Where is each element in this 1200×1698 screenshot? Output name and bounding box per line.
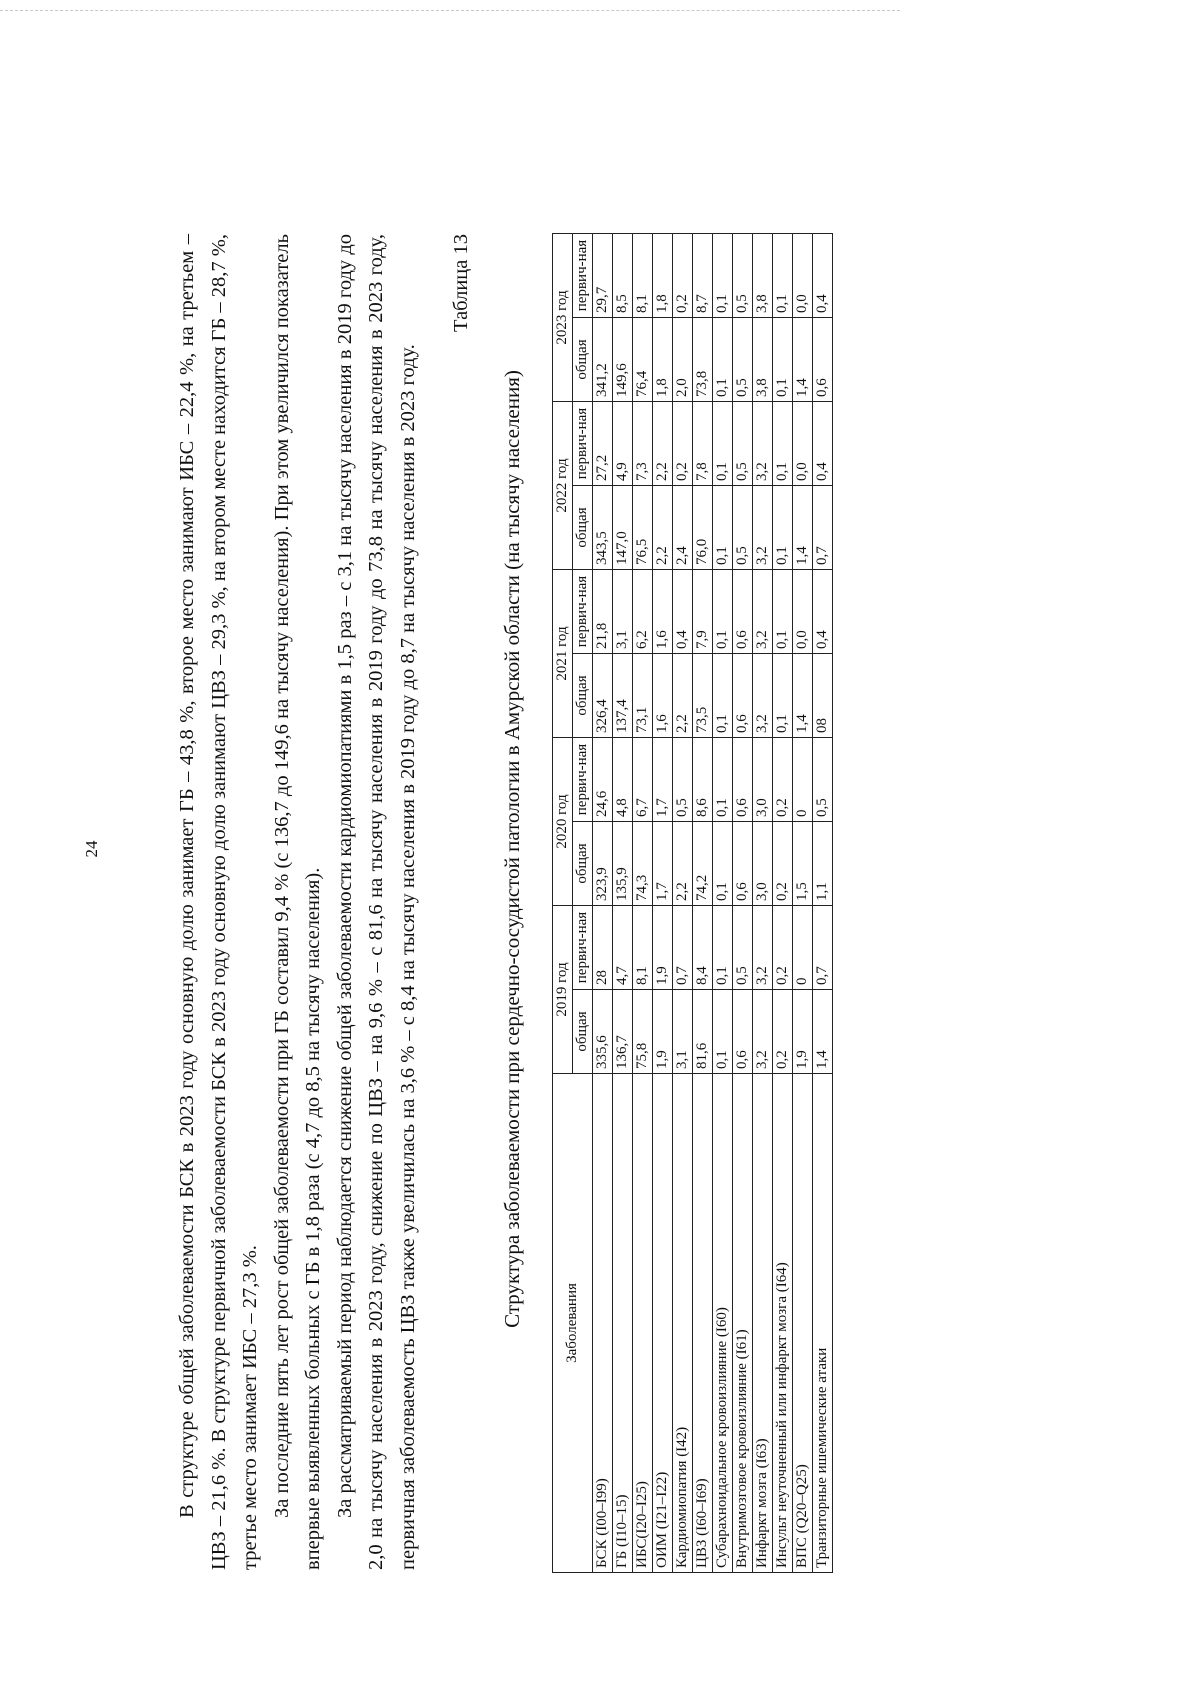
table-cell: 8,5	[613, 234, 633, 318]
table-cell: 1,6	[653, 570, 673, 654]
table-cell: 3,0	[753, 738, 773, 822]
body-text	[172, 234, 424, 1570]
table-cell: 8,1	[633, 234, 653, 318]
table-cell: 0,6	[733, 738, 753, 822]
header-total: общая	[573, 990, 593, 1074]
table-cell: 0,5	[733, 234, 753, 318]
table-cell: 0,1	[713, 822, 733, 906]
table-header-years	[553, 234, 573, 1573]
table-cell: 0	[793, 906, 813, 990]
header-year-2019: 2019 год	[553, 906, 573, 1074]
table-row	[673, 234, 693, 1573]
table-cell: 8,7	[693, 234, 713, 318]
table-cell: 0,1	[713, 318, 733, 402]
row-disease-name: ИБС(I20–I25)	[633, 1074, 653, 1573]
header-primary: первич-ная	[573, 570, 593, 654]
table-cell: 3,2	[753, 654, 773, 738]
table-cell: 323,9	[593, 822, 613, 906]
header-total: общая	[573, 486, 593, 570]
table-cell: 6,2	[633, 570, 653, 654]
table-cell: 0,5	[733, 402, 753, 486]
table-cell: 0,1	[773, 486, 793, 570]
table-cell: 2,0	[673, 318, 693, 402]
table-cell: 0,5	[673, 738, 693, 822]
table-cell: 0,1	[773, 570, 793, 654]
table-cell: 326,4	[593, 654, 613, 738]
table-cell: 0,2	[673, 234, 693, 318]
table-cell: 135,9	[613, 822, 633, 906]
table-cell: 0,1	[713, 654, 733, 738]
table-cell: 1,4	[813, 990, 833, 1074]
table-cell: 0,1	[773, 318, 793, 402]
table-cell: 0,0	[793, 402, 813, 486]
table-cell: 0,4	[813, 570, 833, 654]
table-cell: 3,2	[753, 402, 773, 486]
table-cell: 335,6	[593, 990, 613, 1074]
page-number: 24	[82, 840, 101, 858]
table-cell: 2,2	[653, 402, 673, 486]
table-cell: 0,2	[773, 738, 793, 822]
table-cell: 8,6	[693, 738, 713, 822]
table-cell: 7,3	[633, 402, 653, 486]
row-disease-name: Кардиомиопатия (I42)	[673, 1074, 693, 1573]
table-cell: 137,4	[613, 654, 633, 738]
header-year-2023: 2023 год	[553, 234, 573, 402]
table-cell: 4,9	[613, 402, 633, 486]
table-row	[753, 234, 773, 1573]
table-cell: 27,2	[593, 402, 613, 486]
header-primary: первич-ная	[573, 738, 593, 822]
table-cell: 0,1	[773, 234, 793, 318]
table-cell: 1,5	[793, 822, 813, 906]
table-cell: 0,4	[673, 570, 693, 654]
table-cell: 0,4	[813, 402, 833, 486]
table-cell: 29,7	[593, 234, 613, 318]
table-cell: 0,4	[813, 234, 833, 318]
table-cell: 0,2	[773, 906, 793, 990]
header-primary: первич-ная	[573, 402, 593, 486]
table-cell: 136,7	[613, 990, 633, 1074]
table-cell: 0,6	[733, 654, 753, 738]
table-cell: 0,1	[713, 570, 733, 654]
table-cell: 0,1	[713, 486, 733, 570]
row-disease-name: Внутримозговое кровоизлияние (I61)	[733, 1074, 753, 1573]
table-cell: 0,1	[713, 990, 733, 1074]
table-cell: 0	[793, 738, 813, 822]
morbidity-table	[552, 233, 833, 1573]
table-cell: 1,7	[653, 822, 673, 906]
table-cell: 1,9	[653, 990, 673, 1074]
table-cell: 0,7	[813, 906, 833, 990]
table-cell: 74,3	[633, 822, 653, 906]
table-row	[593, 234, 613, 1573]
table-cell: 74,2	[693, 822, 713, 906]
table-cell: 1,9	[793, 990, 813, 1074]
header-primary: первич-ная	[573, 234, 593, 318]
table-cell: 3,8	[753, 234, 773, 318]
table-cell: 3,2	[753, 906, 773, 990]
table-cell: 3,1	[613, 570, 633, 654]
header-year-2021: 2021 год	[553, 570, 573, 738]
table-cell: 21,8	[593, 570, 613, 654]
table-cell: 1,8	[653, 234, 673, 318]
table-cell: 3,1	[673, 990, 693, 1074]
table-cell: 0,0	[793, 234, 813, 318]
table-cell: 1,7	[653, 738, 673, 822]
table-cell: 0,0	[793, 570, 813, 654]
table-cell: 4,8	[613, 738, 633, 822]
table-cell: 08	[813, 654, 833, 738]
table-cell: 0,5	[733, 486, 753, 570]
header-total: общая	[573, 654, 593, 738]
row-disease-name: ГБ (I10–15)	[613, 1074, 633, 1573]
table-body	[593, 234, 833, 1573]
table-cell: 1,1	[813, 822, 833, 906]
table-cell: 0,1	[773, 402, 793, 486]
table-cell: 0,6	[733, 822, 753, 906]
table-cell: 0,2	[773, 990, 793, 1074]
paragraph-3: За рассматриваемый период наблюдается снижение общей заболеваемости кардиомиопатиями в 1,5 раз – с 3,1 на тысячу населения в 2019 году до 2,0 на тысячу населения в 2023 году, снижение по ЦВЗ – на 9,6 % – с 81,6 на тысячу населения в 2019 году до 73,8 на тысячу населения в 2023 году, первичная заболеваемость ЦВЗ также увеличилась на 3,6 % – с 8,4 на тысячу населения в 2019 году до 8,7 на тысячу населения в 2023 году.	[333, 234, 419, 1570]
table-cell: 7,8	[693, 402, 713, 486]
table-cell: 0,6	[733, 570, 753, 654]
table-cell: 149,6	[613, 318, 633, 402]
table-cell: 8,4	[693, 906, 713, 990]
table-cell: 2,2	[673, 822, 693, 906]
table-cell: 343,5	[593, 486, 613, 570]
table-cell: 0,6	[733, 990, 753, 1074]
row-disease-name: ОИМ (I21–I22)	[653, 1074, 673, 1573]
table-cell: 2,2	[673, 654, 693, 738]
table-row	[713, 234, 733, 1573]
table-cell: 24,6	[593, 738, 613, 822]
header-total: общая	[573, 822, 593, 906]
table-cell: 1,6	[653, 654, 673, 738]
table-cell: 0,5	[733, 906, 753, 990]
table-cell: 8,1	[633, 906, 653, 990]
table-cell: 76,4	[633, 318, 653, 402]
table-cell: 81,6	[693, 990, 713, 1074]
table-cell: 0,2	[673, 402, 693, 486]
table-cell: 1,4	[793, 486, 813, 570]
table-cell: 0,1	[773, 654, 793, 738]
row-disease-name: Транзиторные ишемические атаки	[813, 1074, 833, 1573]
header-year-2022: 2022 год	[553, 402, 573, 570]
table-cell: 75,8	[633, 990, 653, 1074]
table-cell: 1,4	[793, 654, 813, 738]
table-cell: 4,7	[613, 906, 633, 990]
table-cell: 6,7	[633, 738, 653, 822]
table-cell: 1,8	[653, 318, 673, 402]
table-row	[813, 234, 833, 1573]
table-cell: 341,2	[593, 318, 613, 402]
paragraph-2: За последние пять лет рост общей заболеваемости при ГБ составил 9,4 % (с 136,7 до 149,6 на тысячу населения). При этом увеличился показатель впервые выявленных больных с ГБ в 1,8 раза (с 4,7 до 8,5 на тысячу населения).	[270, 234, 324, 1570]
row-disease-name: БСК (I00–I99)	[593, 1074, 613, 1573]
table-cell: 3,8	[753, 318, 773, 402]
table-cell: 3,2	[753, 990, 773, 1074]
header-disease: Заболевания	[553, 1074, 593, 1573]
table-cell: 1,4	[793, 318, 813, 402]
table-cell: 73,8	[693, 318, 713, 402]
table-cell: 76,0	[693, 486, 713, 570]
table-cell: 0,1	[713, 402, 733, 486]
table-cell: 0,5	[733, 318, 753, 402]
header-total: общая	[573, 318, 593, 402]
table-cell: 3,0	[753, 822, 773, 906]
table-cell: 147,0	[613, 486, 633, 570]
table-row	[793, 234, 813, 1573]
row-disease-name: ЦВЗ (I60–I69)	[693, 1074, 713, 1573]
table-cell: 73,1	[633, 654, 653, 738]
header-year-2020: 2020 год	[553, 738, 573, 906]
table-row	[693, 234, 713, 1573]
table-cell: 7,9	[693, 570, 713, 654]
table-cell: 0,1	[713, 738, 733, 822]
row-disease-name: Субарахноидальное кровоизлияние (I60)	[713, 1074, 733, 1573]
row-disease-name: ВПС (Q20–Q25)	[793, 1074, 813, 1573]
header-primary: первич-ная	[573, 906, 593, 990]
table-cell: 0,7	[813, 486, 833, 570]
table-cell: 2,4	[673, 486, 693, 570]
table-cell: 76,5	[633, 486, 653, 570]
table-cell: 0,5	[813, 738, 833, 822]
table-cell: 3,2	[753, 570, 773, 654]
table-caption: Структура заболеваемости при сердечно-сосудистой патологии в Амурской области (на тысячу населения)	[500, 370, 524, 1328]
row-disease-name: Инфаркт мозга (I63)	[753, 1074, 773, 1573]
table-cell: 0,6	[813, 318, 833, 402]
table-row	[653, 234, 673, 1573]
table-cell: 0,1	[713, 234, 733, 318]
table-cell: 0,2	[773, 822, 793, 906]
table-row	[633, 234, 653, 1573]
table-cell: 1,9	[653, 906, 673, 990]
row-disease-name: Инсульт неуточненный или инфаркт мозга (I64)	[773, 1074, 793, 1573]
table-cell: 0,7	[673, 906, 693, 990]
table-cell: 2,2	[653, 486, 673, 570]
table-row	[733, 234, 753, 1573]
table-cell: 0,1	[713, 906, 733, 990]
table-row	[773, 234, 793, 1573]
table-number: Таблица 13	[450, 234, 472, 332]
table-cell: 73,5	[693, 654, 713, 738]
table-cell: 28	[593, 906, 613, 990]
paragraph-1: В структуре общей заболеваемости БСК в 2023 году основную долю занимает ГБ – 43,8 %, второе место занимают ИБС – 22,4 %, на третьем – ЦВЗ – 21,6 %. В структуре первичной заболеваемости БСК в 2023 году основную долю занимают ЦВЗ – 29,3 %, на втором месте находится ГБ – 28,7 %, третье место занимает ИБС – 27,3 %.	[176, 234, 261, 1570]
table-row	[613, 234, 633, 1573]
table-cell: 3,2	[753, 486, 773, 570]
